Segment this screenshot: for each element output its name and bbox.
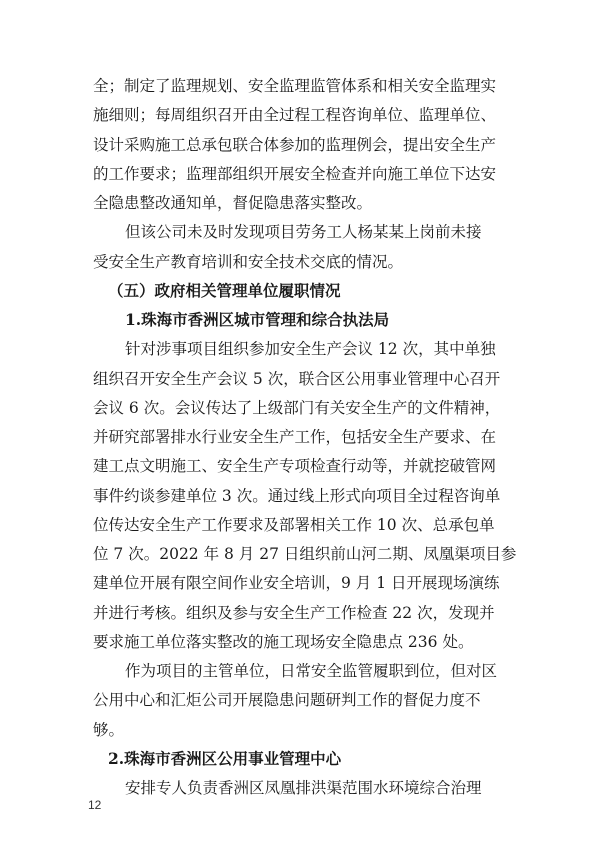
- text-line: 作为项目的主管单位，日常安全监管履职到位，但对区: [125, 662, 498, 680]
- text-line: 的工作要求；监理部组织开展安全检查并向施工单位下达安: [93, 165, 497, 183]
- text-line: 位传达安全生产工作要求及部署相关工作 10 次、总承包单: [93, 516, 495, 534]
- text-line: 全隐患整改通知单，督促隐患落实整改。: [93, 194, 373, 212]
- text-line: 设计采购施工总承包联合体参加的监理例会，提出安全生产: [93, 136, 497, 154]
- text-line: 安排专人负责香洲区凤凰排洪渠范围水环境综合治理: [125, 779, 482, 797]
- text-line: 位 7 次。2022 年 8 月 27 日组织前山河二期、凤凰渠项目参: [93, 545, 517, 563]
- text-line: 会议 6 次。会议传达了上级部门有关安全生产的文件精神，: [93, 399, 501, 417]
- text-line: 事件约谈参建单位 3 次。通过线上形式向项目全过程咨询单: [93, 487, 501, 505]
- text-line: 全；制定了监理规划、安全监理监管体系和相关安全监理实: [93, 77, 497, 95]
- text-line: 建工点文明施工、安全生产专项检查行动等，并就挖破管网: [93, 457, 497, 475]
- text-line: 施细则；每周组织召开由全过程工程咨询单位、监理单位、: [93, 106, 497, 124]
- text-line: 针对涉事项目组织参加安全生产会议 12 次，其中单独: [125, 340, 496, 358]
- text-line: 并进行考核。组织及参与安全生产工作检查 22 次，发现并: [93, 604, 495, 622]
- text-line: 建单位开展有限空间作业安全培训，9 月 1 日开展现场演练: [93, 574, 500, 592]
- heading-line: 1.珠海市香洲区城市管理和综合执法局: [125, 310, 390, 329]
- text-line: 但该公司未及时发现项目劳务工人杨某某上岗前未接: [125, 223, 482, 241]
- text-line: 够。: [93, 721, 125, 739]
- text-line: 受安全生产教育培训和安全技术交底的情况。: [93, 253, 404, 271]
- text-line: 并研究部署排水行业安全生产工作，包括安全生产要求、在: [93, 428, 497, 446]
- text-line: 公用中心和汇炬公司开展隐患问题研判工作的督促力度不: [93, 691, 481, 709]
- text-line: 要求施工单位落实整改的施工现场安全隐患点 236 处。: [93, 633, 474, 651]
- text-line: 组织召开安全生产会议 5 次，联合区公用事业管理中心召开: [93, 370, 501, 388]
- page-number: 12: [88, 798, 102, 812]
- heading-line: （五）政府相关管理单位履职情况: [108, 281, 341, 300]
- heading-line: 2.珠海市香洲区公用事业管理中心: [108, 749, 342, 768]
